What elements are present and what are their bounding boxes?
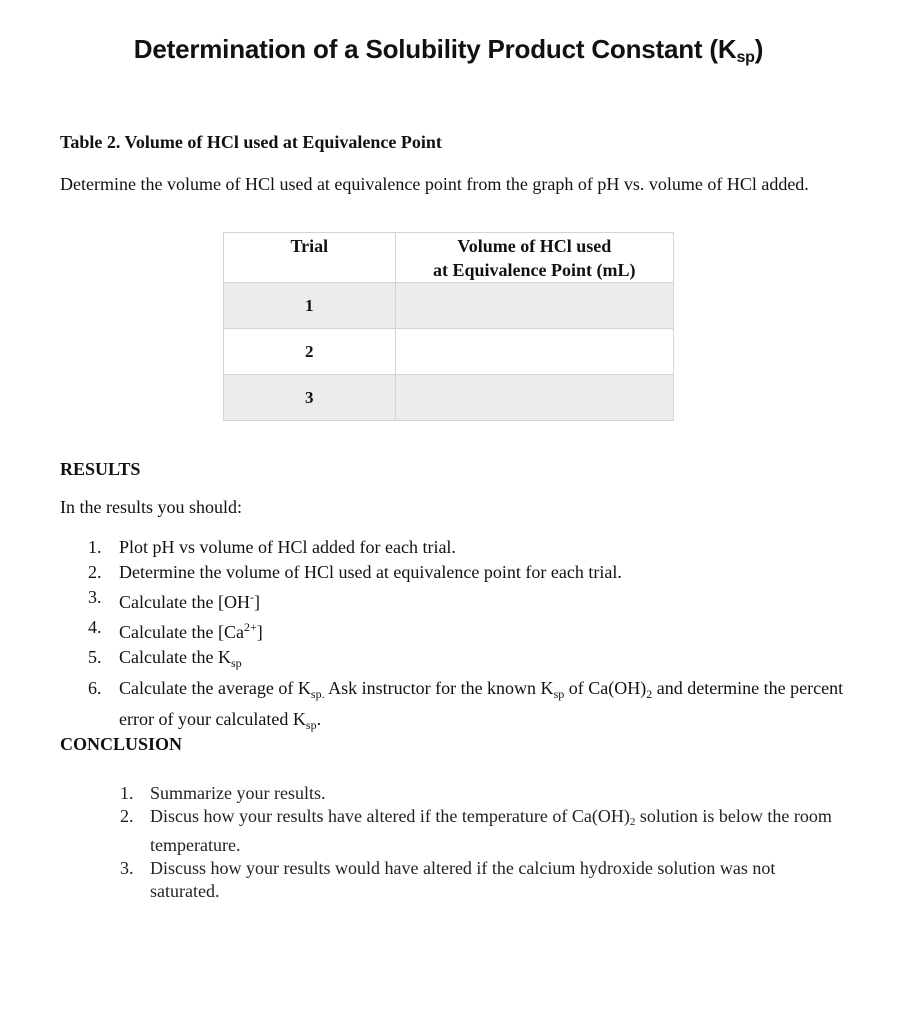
table-instruction: Determine the volume of HCl used at equivalence point from the graph of pH vs. volume of HCl added.: [60, 174, 809, 194]
column-header-volume: Volume of HCl used at Equivalence Point (mL): [395, 233, 673, 283]
list-item: 5. Calculate the $K_{sp}$: [88, 647, 242, 670]
volume-cell[interactable]: [395, 329, 673, 375]
table-heading: Table 2. Volume of HCl used at Equivalence Point: [60, 132, 442, 152]
conclusion-list: [120, 782, 840, 903]
list-item: 1. Plot pH vs volume of HCl added for each trial.: [88, 537, 456, 557]
table-header-row: [224, 233, 674, 283]
equivalence-table: [223, 232, 674, 421]
page-title: Determination of a Solubility Product Constant $(K_{sp})$: [133, 34, 764, 66]
results-list: [88, 535, 848, 738]
list-item: 3. Discuss how your results would have altered if the calcium hydroxide solution was not saturated.: [120, 858, 776, 901]
table-row: [224, 283, 674, 329]
list-item: 2. Discus how your results have altered if the temperature of $Ca(OH)_2$ solution is below the room temperature.: [120, 806, 832, 855]
volume-cell[interactable]: [395, 375, 673, 421]
list-item: 3. Calculate the [OH-]: [88, 587, 260, 612]
volume-cell[interactable]: [395, 283, 673, 329]
list-item: 2. Determine the volume of HCl used at equivalence point for each trial.: [88, 562, 622, 582]
trial-cell: 2: [224, 329, 396, 375]
table-row: [224, 375, 674, 421]
list-item: 4. Calculate the $[Ca^{2+}]$: [88, 617, 263, 642]
results-heading: RESULTS: [60, 459, 141, 479]
trial-cell: 1: [224, 283, 396, 329]
conclusion-heading: CONCLUSION: [60, 734, 183, 754]
results-intro: In the results you should:: [60, 497, 242, 517]
table-row: [224, 329, 674, 375]
column-header-trial: Trial: [224, 233, 396, 283]
list-item: 1. Summarize your results.: [120, 783, 326, 803]
trial-cell: 3: [224, 375, 396, 421]
list-item: 6. Calculate the average of $K_{sp.}$ Ask instructor for the known $K_{sp}$ of $Ca(OH)_2$ and determine the percent error of your calculated $K_{sp}$.: [88, 678, 844, 732]
